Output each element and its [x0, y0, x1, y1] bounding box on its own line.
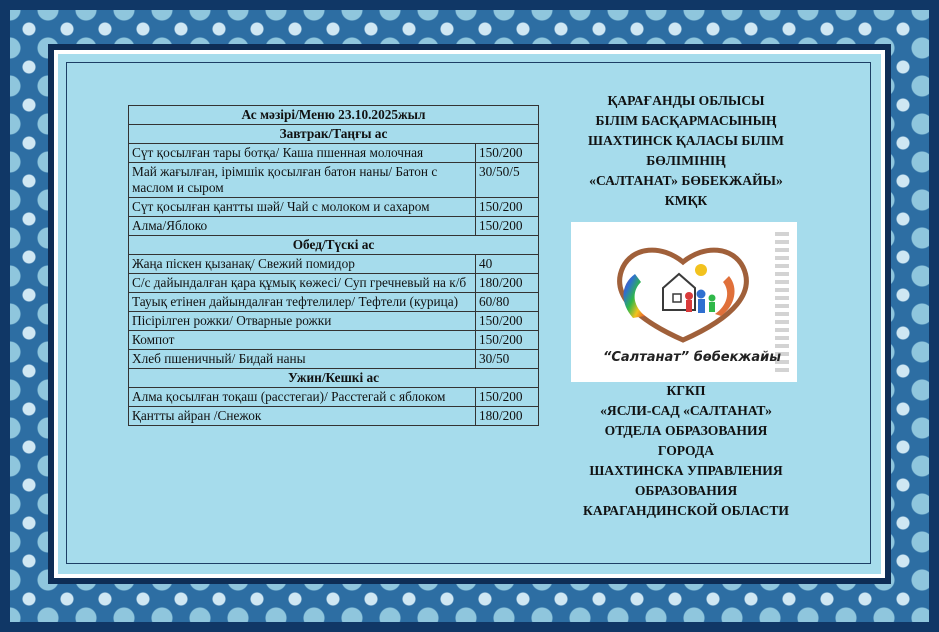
- menu-item-name: Май жағылған, ірімшік қосылған батон наны/ Батон с маслом и сыром: [129, 163, 476, 198]
- menu-item-row: [129, 217, 539, 236]
- menu-section-title: Обед/Түскі ас: [129, 236, 539, 255]
- menu-item-portion: 180/200: [476, 407, 539, 426]
- menu-item-row: [129, 198, 539, 217]
- menu-table: [128, 105, 539, 426]
- org-ru-line: ШАХТИНСКА УПРАВЛЕНИЯ: [589, 463, 783, 478]
- menu-item-row: [129, 255, 539, 274]
- menu-item-row: [129, 144, 539, 163]
- menu-item-portion: 180/200: [476, 274, 539, 293]
- menu-item-portion: 150/200: [476, 144, 539, 163]
- menu-item-name: Алма/Яблоко: [129, 217, 476, 236]
- menu-item-portion: 60/80: [476, 293, 539, 312]
- org-kz-line: «САЛТАНАТ» БӨБЕКЖАЙЫ»: [589, 173, 783, 188]
- menu-item-name: Хлеб пшеничный/ Бидай наны: [129, 350, 476, 369]
- menu-item-portion: 30/50: [476, 350, 539, 369]
- menu-item-row: [129, 388, 539, 407]
- menu-item-name: Пісірілген рожки/ Отварные рожки: [129, 312, 476, 331]
- menu-item-portion: 150/200: [476, 198, 539, 217]
- menu-item-row: [129, 293, 539, 312]
- org-name-russian: [555, 381, 817, 521]
- org-ru-line: КГКП: [666, 383, 706, 398]
- org-kz-line: ШАХТИНСК ҚАЛАСЫ БІЛІМ: [588, 133, 784, 148]
- logo-caption: “Салтанат” бөбекжайы: [603, 350, 782, 365]
- menu-section-title: Завтрак/Таңғы ас: [129, 125, 539, 144]
- org-kz-line: ҚАРАҒАНДЫ ОБЛЫСЫ: [607, 93, 765, 108]
- menu-item-name: Қантты айран /Снежок: [129, 407, 476, 426]
- menu-item-row: [129, 407, 539, 426]
- menu-item-row: [129, 274, 539, 293]
- menu-item-name: Жаңа піскен қызанақ/ Свежий помидор: [129, 255, 476, 274]
- menu-item-name: Алма қосылған тоқаш (расстегаи)/ Расстегай с яблоком: [129, 388, 476, 407]
- org-ru-line: «ЯСЛИ-САД «САЛТАНАТ»: [600, 403, 772, 418]
- org-kz-line: БӨЛІМІНІҢ: [646, 153, 726, 168]
- menu-item-name: Компот: [129, 331, 476, 350]
- menu-title: Ас мәзірі/Меню 23.10.2025жыл: [129, 106, 539, 125]
- menu-title-row: [129, 106, 539, 125]
- menu-item-portion: 40: [476, 255, 539, 274]
- org-kz-line: БІЛІМ БАСҚАРМАСЫНЫҢ: [595, 113, 777, 128]
- menu-item-portion: 30/50/5: [476, 163, 539, 198]
- menu-section-row: [129, 369, 539, 388]
- logo: [571, 222, 797, 382]
- org-name-kazakh: [555, 91, 817, 211]
- menu-item-row: [129, 350, 539, 369]
- org-kz-line: КМҚК: [664, 193, 708, 208]
- menu-item-name: Тауық етінен дайындалған тефтелилер/ Тефтели (курица): [129, 293, 476, 312]
- menu-section-row: [129, 236, 539, 255]
- menu-item-portion: 150/200: [476, 312, 539, 331]
- menu-item-portion: 150/200: [476, 331, 539, 350]
- menu-item-portion: 150/200: [476, 217, 539, 236]
- menu-section-title: Ужин/Кешкі ас: [129, 369, 539, 388]
- menu-section-row: [129, 125, 539, 144]
- menu-item-row: [129, 312, 539, 331]
- menu-item-name: Сүт қосылған қантты шәй/ Чай с молоком и сахаром: [129, 198, 476, 217]
- org-ru-line: ОТДЕЛА ОБРАЗОВАНИЯ: [604, 423, 768, 438]
- menu-item-name: С/с дайындалған қара құмық көжесі/ Суп гречневый на к/б: [129, 274, 476, 293]
- org-ru-line: КАРАГАНДИНСКОЙ ОБЛАСТИ: [583, 503, 789, 518]
- menu-item-row: [129, 331, 539, 350]
- org-ru-line: ГОРОДА: [657, 443, 715, 458]
- menu-item-portion: 150/200: [476, 388, 539, 407]
- org-ru-line: ОБРАЗОВАНИЯ: [634, 483, 738, 498]
- menu-item-name: Сүт қосылған тары ботқа/ Каша пшенная молочная: [129, 144, 476, 163]
- menu-item-row: [129, 163, 539, 198]
